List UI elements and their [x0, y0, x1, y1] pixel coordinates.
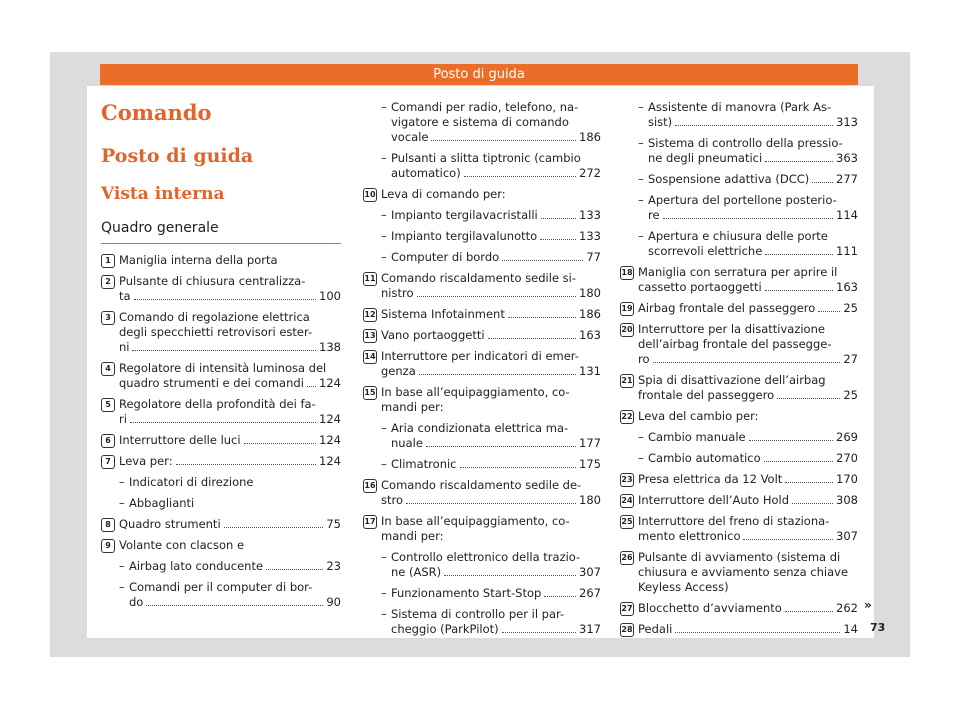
callout-number: 26 [620, 551, 634, 565]
page-ref[interactable]: 269 [836, 430, 858, 444]
callout-number: 19 [620, 302, 634, 316]
item-text: Sistema Infotainment [381, 307, 505, 321]
index-subitem [620, 229, 858, 259]
index-subitem [363, 607, 601, 637]
item-text: Abbaglianti [129, 496, 195, 510]
index-item [363, 328, 601, 343]
dot-leader [417, 296, 577, 297]
index-column-3 [620, 100, 858, 643]
dash-bullet: – [119, 580, 125, 594]
dash-bullet: – [638, 229, 644, 243]
callout-number: 10 [363, 188, 377, 202]
item-text: Comandi per radio, telefono, na- [391, 100, 579, 114]
item-text: frontale del passeggero [638, 388, 775, 402]
dash-bullet: – [638, 451, 644, 465]
index-subitem [620, 193, 858, 223]
dot-leader [132, 350, 316, 351]
page-ref[interactable]: 175 [579, 457, 601, 471]
page-ref[interactable]: 163 [836, 280, 858, 294]
item-text: re [648, 208, 660, 222]
item-text: Quadro strumenti [119, 517, 221, 531]
index-subitem [363, 421, 601, 451]
item-text: vocale [391, 130, 429, 144]
dash-bullet: – [638, 100, 644, 114]
dot-leader [785, 482, 833, 483]
item-text: stro [381, 493, 404, 507]
dot-leader [818, 311, 840, 312]
index-item [101, 397, 341, 427]
item-text: Regolatore della profondità dei fa- [119, 397, 316, 411]
page-ref[interactable]: 270 [836, 451, 858, 465]
item-text: Interruttore delle luci [119, 433, 241, 447]
dot-leader [765, 254, 833, 255]
index-item [363, 478, 601, 508]
index-subitem [363, 250, 601, 265]
page-ref[interactable]: 177 [579, 436, 601, 450]
page-ref[interactable]: 124 [319, 433, 341, 447]
item-text: Airbag frontale del passeggero [638, 301, 816, 315]
page-ref[interactable]: 180 [579, 286, 601, 300]
index-subitem [620, 451, 858, 466]
dash-bullet: – [381, 586, 387, 600]
page-ref[interactable]: 111 [836, 244, 858, 258]
page-ref[interactable]: 23 [326, 559, 341, 573]
page-ref[interactable]: 25 [843, 388, 858, 402]
index-item [101, 454, 341, 469]
item-text: quadro strumenti e dei comandi [119, 376, 304, 390]
index-subitem [363, 586, 601, 601]
item-text: Pulsante di avviamento (sistema di [638, 550, 841, 564]
page-ref[interactable]: 163 [579, 328, 601, 342]
callout-number: 15 [363, 386, 377, 400]
index-subitem [620, 172, 858, 187]
page-ref[interactable]: 124 [319, 376, 341, 390]
item-text: ne (ASR) [391, 565, 442, 579]
callout-number: 25 [620, 515, 634, 529]
page-ref[interactable]: 131 [579, 364, 601, 378]
item-text: Comando di regolazione elettrica [119, 310, 310, 324]
dot-leader [765, 290, 833, 291]
page-ref[interactable]: 27 [843, 352, 858, 366]
dot-leader [502, 632, 576, 633]
section-header: Posto di guida [100, 64, 858, 85]
item-text: Cambio manuale [648, 430, 746, 444]
item-text: cheggio (ParkPilot) [391, 622, 499, 636]
item-text: Interruttore del freno di staziona- [638, 514, 830, 528]
dot-leader [146, 605, 323, 606]
item-text: Comando riscaldamento sedile si- [381, 271, 577, 285]
dot-leader [419, 374, 576, 375]
dash-bullet: – [381, 100, 387, 114]
page-ref[interactable]: 138 [319, 340, 341, 354]
item-text: Sospensione adattiva (DCC) [648, 172, 810, 186]
index-subitem [363, 151, 601, 181]
item-text: automatico) [391, 166, 461, 180]
item-text: mandi per: [381, 529, 444, 543]
page-ref[interactable]: 114 [836, 208, 858, 222]
dot-leader [675, 632, 840, 633]
item-text: Comando riscaldamento sedile de- [381, 478, 582, 492]
dot-leader [266, 569, 323, 570]
item-text: Interruttore per la disattivazione [638, 322, 825, 336]
page-ref[interactable]: 133 [579, 208, 601, 222]
dot-leader [792, 503, 833, 504]
item-text: Cambio automatico [648, 451, 761, 465]
dash-bullet: – [381, 607, 387, 621]
item-text: nistro [381, 286, 414, 300]
item-text: cassetto portaoggetti [638, 280, 762, 294]
item-text: Keyless Access) [638, 580, 729, 594]
callout-number: 1 [101, 254, 115, 268]
page-ref[interactable]: 272 [579, 166, 601, 180]
page-ref[interactable]: 75 [326, 517, 341, 531]
subsection-title: Vista interna [101, 184, 225, 204]
index-item [363, 349, 601, 379]
dash-bullet: – [381, 250, 387, 264]
dot-leader [765, 161, 833, 162]
callout-number: 21 [620, 374, 634, 388]
index-item [101, 433, 341, 448]
index-item [620, 301, 858, 316]
page-ref[interactable]: 313 [836, 115, 858, 129]
dash-bullet: – [381, 208, 387, 222]
index-item [620, 265, 858, 295]
item-text: Blocchetto d’avviamento [638, 601, 782, 615]
dash-bullet: – [638, 136, 644, 150]
callout-number: 16 [363, 479, 377, 493]
index-item [101, 310, 341, 355]
index-item [620, 493, 858, 508]
item-text: degli specchietti retrovisori ester- [119, 325, 313, 339]
item-text: Pulsante di chiusura centralizza- [119, 274, 306, 288]
index-subitem [620, 136, 858, 166]
item-text: Leva del cambio per: [638, 409, 759, 423]
callout-number: 8 [101, 518, 115, 532]
dot-leader [488, 338, 577, 339]
callout-number: 17 [363, 515, 377, 529]
dot-leader [464, 176, 576, 177]
item-text: Maniglia con serratura per aprire il [638, 265, 838, 279]
item-text: Pedali [638, 622, 673, 636]
item-text: ni [119, 340, 130, 354]
dot-leader [764, 461, 833, 462]
dash-bullet: – [119, 475, 125, 489]
item-text: Spia di disattivazione dell’airbag [638, 373, 826, 387]
item-text: Vano portaoggetti [381, 328, 485, 342]
index-subitem [101, 559, 341, 574]
dash-bullet: – [638, 193, 644, 207]
dot-leader [502, 260, 583, 261]
item-text: chiusura e avviamento senza chiave [638, 565, 849, 579]
callout-number: 13 [363, 329, 377, 343]
callout-number: 9 [101, 539, 115, 553]
dash-bullet: – [381, 229, 387, 243]
callout-number: 18 [620, 266, 634, 280]
index-item [620, 514, 858, 544]
item-text: genza [381, 364, 416, 378]
index-item [620, 409, 858, 424]
item-text: Interruttore dell’Auto Hold [638, 493, 790, 507]
page-ref[interactable]: 308 [836, 493, 858, 507]
item-text: Leva per: [119, 454, 173, 468]
index-item [363, 385, 601, 415]
page-ref[interactable]: 180 [579, 493, 601, 507]
index-subitem [363, 208, 601, 223]
page-ref[interactable]: 186 [579, 307, 601, 321]
item-text: Pulsanti a slitta tiptronic (cambio [391, 151, 581, 165]
dot-leader [785, 611, 833, 612]
item-text: ta [119, 289, 131, 303]
item-text: ri [119, 412, 127, 426]
callout-number: 23 [620, 473, 634, 487]
dot-leader [444, 575, 576, 576]
item-text: Computer di bordo [391, 250, 500, 264]
index-item [363, 187, 601, 202]
item-text: ro [638, 352, 650, 366]
index-subitem [101, 496, 341, 511]
index-item [101, 253, 341, 268]
dot-leader [675, 125, 833, 126]
dot-leader [653, 362, 841, 363]
item-text: Sistema di controllo per il par- [391, 607, 565, 621]
callout-number: 14 [363, 350, 377, 364]
dot-leader [224, 527, 324, 528]
page-ref[interactable]: 307 [579, 565, 601, 579]
index-subitem [363, 229, 601, 244]
dash-bullet: – [381, 457, 387, 471]
dot-leader [663, 218, 833, 219]
overview-title: Quadro generale [101, 220, 219, 236]
item-text: Presa elettrica da 12 Volt [638, 472, 783, 486]
item-text: Assistente di manovra (Park As- [648, 100, 832, 114]
callout-number: 27 [620, 602, 634, 616]
dot-leader [777, 398, 840, 399]
item-text: ne degli pneumatici [648, 151, 763, 165]
dot-leader [541, 218, 576, 219]
index-item [363, 271, 601, 301]
item-text: vigatore e sistema di comando [391, 115, 569, 129]
item-text: scorrevoli elettriche [648, 244, 763, 258]
dot-leader [406, 503, 576, 504]
callout-number: 24 [620, 494, 634, 508]
page-ref[interactable]: 170 [836, 472, 858, 486]
page-ref[interactable]: 124 [319, 412, 341, 426]
item-text: Controllo elettronico della trazio- [391, 550, 581, 564]
callout-number: 22 [620, 410, 634, 424]
page-ref[interactable]: 277 [836, 172, 858, 186]
dot-leader [540, 239, 576, 240]
index-subitem [363, 100, 601, 145]
index-item [620, 622, 858, 637]
item-text: Regolatore di intensità luminosa del [119, 361, 327, 375]
item-text: mento elettronico [638, 529, 741, 543]
section-title: Posto di guida [101, 145, 254, 167]
index-item [620, 601, 858, 616]
page-number: 73 [870, 621, 886, 634]
page-ref[interactable]: 77 [586, 250, 601, 264]
callout-number: 4 [101, 362, 115, 376]
chapter-title: Comando [101, 100, 212, 125]
dot-leader [544, 596, 576, 597]
dash-bullet: – [381, 151, 387, 165]
page-ref[interactable]: 133 [579, 229, 601, 243]
index-column-1 [101, 253, 341, 616]
dash-bullet: – [638, 430, 644, 444]
index-item [620, 472, 858, 487]
page-ref[interactable]: 14 [843, 622, 858, 636]
item-text: sist) [648, 115, 673, 129]
callout-number: 12 [363, 308, 377, 322]
item-text: Sistema di controllo della pressio- [648, 136, 843, 150]
title-rule [101, 243, 341, 244]
item-text: Apertura e chiusura delle porte [648, 229, 828, 243]
index-item [101, 274, 341, 304]
page-ref[interactable]: 267 [579, 586, 601, 600]
callout-number: 6 [101, 434, 115, 448]
callout-number: 28 [620, 623, 634, 637]
index-subitem [101, 580, 341, 610]
item-text: In base all’equipaggiamento, co- [381, 385, 570, 399]
item-text: Impianto tergilavacristalli [391, 208, 538, 222]
item-text: In base all’equipaggiamento, co- [381, 514, 570, 528]
index-item [363, 514, 601, 544]
callout-number: 2 [101, 275, 115, 289]
item-text: Indicatori di direzione [129, 475, 254, 489]
index-item [620, 373, 858, 403]
index-subitem [620, 430, 858, 445]
index-subitem [101, 475, 341, 490]
item-text: Leva di comando per: [381, 187, 506, 201]
item-text: nuale [391, 436, 423, 450]
dash-bullet: – [381, 550, 387, 564]
page-ref[interactable]: 100 [319, 289, 341, 303]
index-item [363, 307, 601, 322]
dash-bullet: – [119, 496, 125, 510]
dot-leader [460, 467, 577, 468]
index-item [101, 538, 341, 553]
item-text: Aria condizionata elettrica ma- [391, 421, 569, 435]
item-text: Comandi per il computer di bor- [129, 580, 313, 594]
callout-number: 20 [620, 323, 634, 337]
item-text: Maniglia interna della porta [119, 253, 278, 267]
page-ref[interactable]: 262 [836, 601, 858, 615]
dot-leader [431, 140, 576, 141]
item-text: dell’airbag frontale del passegge- [638, 337, 832, 351]
dot-leader [244, 443, 316, 444]
dot-leader [743, 539, 833, 540]
dash-bullet: – [119, 559, 125, 573]
dot-leader [812, 182, 833, 183]
item-text: Volante con clacson e [119, 538, 245, 552]
item-text: Apertura del portellone posterio- [648, 193, 837, 207]
index-item [620, 322, 858, 367]
dash-bullet: – [638, 172, 644, 186]
page-ref[interactable]: 186 [579, 130, 601, 144]
index-subitem [363, 550, 601, 580]
dot-leader [307, 386, 316, 387]
item-text: Climatronic [391, 457, 457, 471]
callout-number: 11 [363, 272, 377, 286]
index-subitem [363, 457, 601, 472]
index-item [101, 361, 341, 391]
callout-number: 5 [101, 398, 115, 412]
next-page-arrow: » [864, 598, 872, 612]
item-text: do [129, 595, 144, 609]
dot-leader [426, 446, 576, 447]
index-subitem [620, 100, 858, 130]
item-text: mandi per: [381, 400, 444, 414]
page-ref[interactable]: 317 [579, 622, 601, 636]
item-text: Interruttore per indicatori di emer- [381, 349, 579, 363]
page-ref[interactable]: 90 [326, 595, 341, 609]
index-item [620, 550, 858, 595]
callout-number: 7 [101, 455, 115, 469]
callout-number: 3 [101, 311, 115, 325]
dot-leader [749, 440, 833, 441]
dot-leader [130, 422, 316, 423]
item-text: Airbag lato conducente [129, 559, 264, 573]
page-ref[interactable]: 25 [843, 301, 858, 315]
dot-leader [176, 464, 316, 465]
item-text: Impianto tergilavalunotto [391, 229, 538, 243]
dash-bullet: – [381, 421, 387, 435]
item-text: Funzionamento Start-Stop [391, 586, 542, 600]
dot-leader [508, 317, 576, 318]
page-ref[interactable]: 124 [319, 454, 341, 468]
dot-leader [134, 299, 316, 300]
index-column-2 [363, 100, 601, 643]
page-ref[interactable]: 363 [836, 151, 858, 165]
page-ref[interactable]: 307 [836, 529, 858, 543]
index-item [101, 517, 341, 532]
